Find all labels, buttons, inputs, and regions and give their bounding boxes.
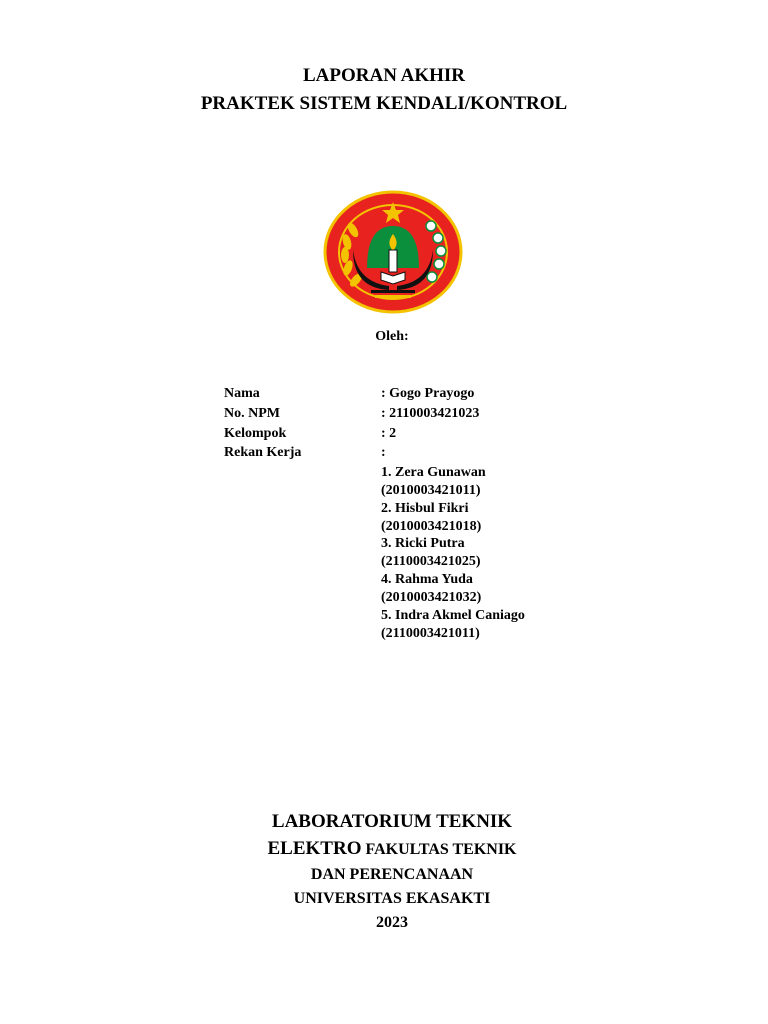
partner-line: (2010003421011) — [381, 483, 481, 498]
name-value: : Gogo Prayogo — [381, 386, 475, 401]
group-value: : 2 — [381, 426, 397, 441]
name-label: Nama — [224, 386, 260, 401]
university-emblem-icon — [323, 190, 463, 314]
partner-line: (2110003421011) — [381, 626, 480, 641]
report-title: LAPORAN AKHIR — [302, 65, 466, 86]
report-subtitle: PRAKTEK SISTEM KENDALI/KONTROL — [200, 93, 568, 114]
partner-line: 1. Zera Gunawan — [381, 465, 486, 480]
group-label: Kelompok — [224, 426, 287, 441]
faculty-line-a: ELEKTRO — [267, 838, 362, 859]
partner-line: 5. Indra Akmel Caniago — [381, 608, 525, 623]
faculty-line — [0, 838, 768, 861]
partner-line: (2010003421032) — [381, 590, 482, 605]
year: 2023 — [376, 914, 408, 931]
partner-line: (2010003421018) — [381, 519, 482, 534]
faculty-line-b: FAKULTAS TEKNIK — [361, 841, 517, 858]
npm-value: : 2110003421023 — [381, 406, 480, 421]
author-heading: Oleh: — [375, 329, 409, 344]
partners-label: Rekan Kerja — [224, 445, 302, 460]
partner-line: 4. Rahma Yuda — [381, 572, 473, 587]
lab-title: LABORATORIUM TEKNIK — [271, 811, 513, 832]
partner-line: (2110003421025) — [381, 554, 481, 569]
partners-value: : — [381, 445, 386, 460]
partner-line: 3. Ricki Putra — [381, 536, 465, 551]
faculty-line-2: DAN PERENCANAAN — [310, 866, 474, 883]
partner-line: 2. Hisbul Fikri — [381, 501, 469, 516]
npm-label: No. NPM — [224, 406, 280, 421]
university-name: UNIVERSITAS EKASAKTI — [293, 890, 491, 907]
